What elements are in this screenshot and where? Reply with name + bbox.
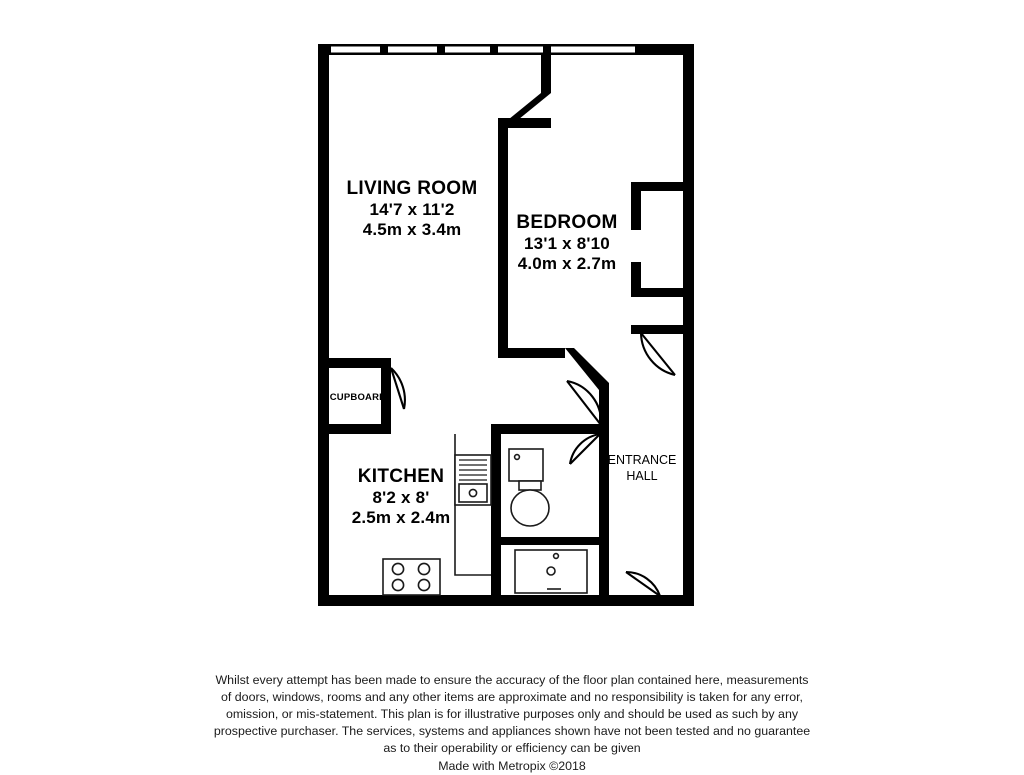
living-room-dim-imperial: 14'7 x 11'2 bbox=[369, 200, 455, 220]
bedroom-name: BEDROOM bbox=[516, 212, 618, 233]
room-label-cupboard: CUPBOARD bbox=[329, 392, 387, 403]
disclaimer-text bbox=[0, 672, 1024, 775]
disclaimer-line-3: omission, or mis-statement. This plan is for illustrative purposes only and should be used as such by any bbox=[225, 707, 799, 722]
bedroom-dim-imperial: 13'1 x 8'10 bbox=[524, 234, 610, 254]
room-label-kitchen bbox=[277, 466, 525, 529]
living-room-dim-metric: 4.5m x 3.4m bbox=[362, 220, 462, 240]
entrance-hall-line-2: HALL bbox=[626, 468, 658, 483]
bedroom-dim-metric: 4.0m x 2.7m bbox=[517, 254, 617, 274]
room-label-entrance-hall bbox=[588, 453, 696, 484]
kitchen-name: KITCHEN bbox=[357, 466, 445, 487]
kitchen-dim-metric: 2.5m x 2.4m bbox=[351, 508, 451, 528]
disclaimer-line-2: of doors, windows, rooms and any other items are approximate and no responsibility is taken for any error, bbox=[221, 690, 803, 705]
entrance-hall-line-1: ENTRANCE bbox=[607, 453, 677, 467]
disclaimer-line-1: Whilst every attempt has been made to ensure the accuracy of the floor plan contained here, measurements bbox=[215, 673, 809, 687]
disclaimer-line-4: prospective purchaser. The services, systems and appliances shown have not been tested and no guarantee bbox=[213, 724, 811, 739]
metropix-credit: Made with Metropix ©2018 bbox=[438, 758, 586, 773]
disclaimer-line-5: as to their operability or efficiency can be given bbox=[383, 741, 641, 756]
kitchen-dim-imperial: 8'2 x 8' bbox=[372, 488, 430, 508]
room-label-bedroom bbox=[443, 212, 691, 275]
living-room-name: LIVING ROOM bbox=[346, 178, 478, 199]
